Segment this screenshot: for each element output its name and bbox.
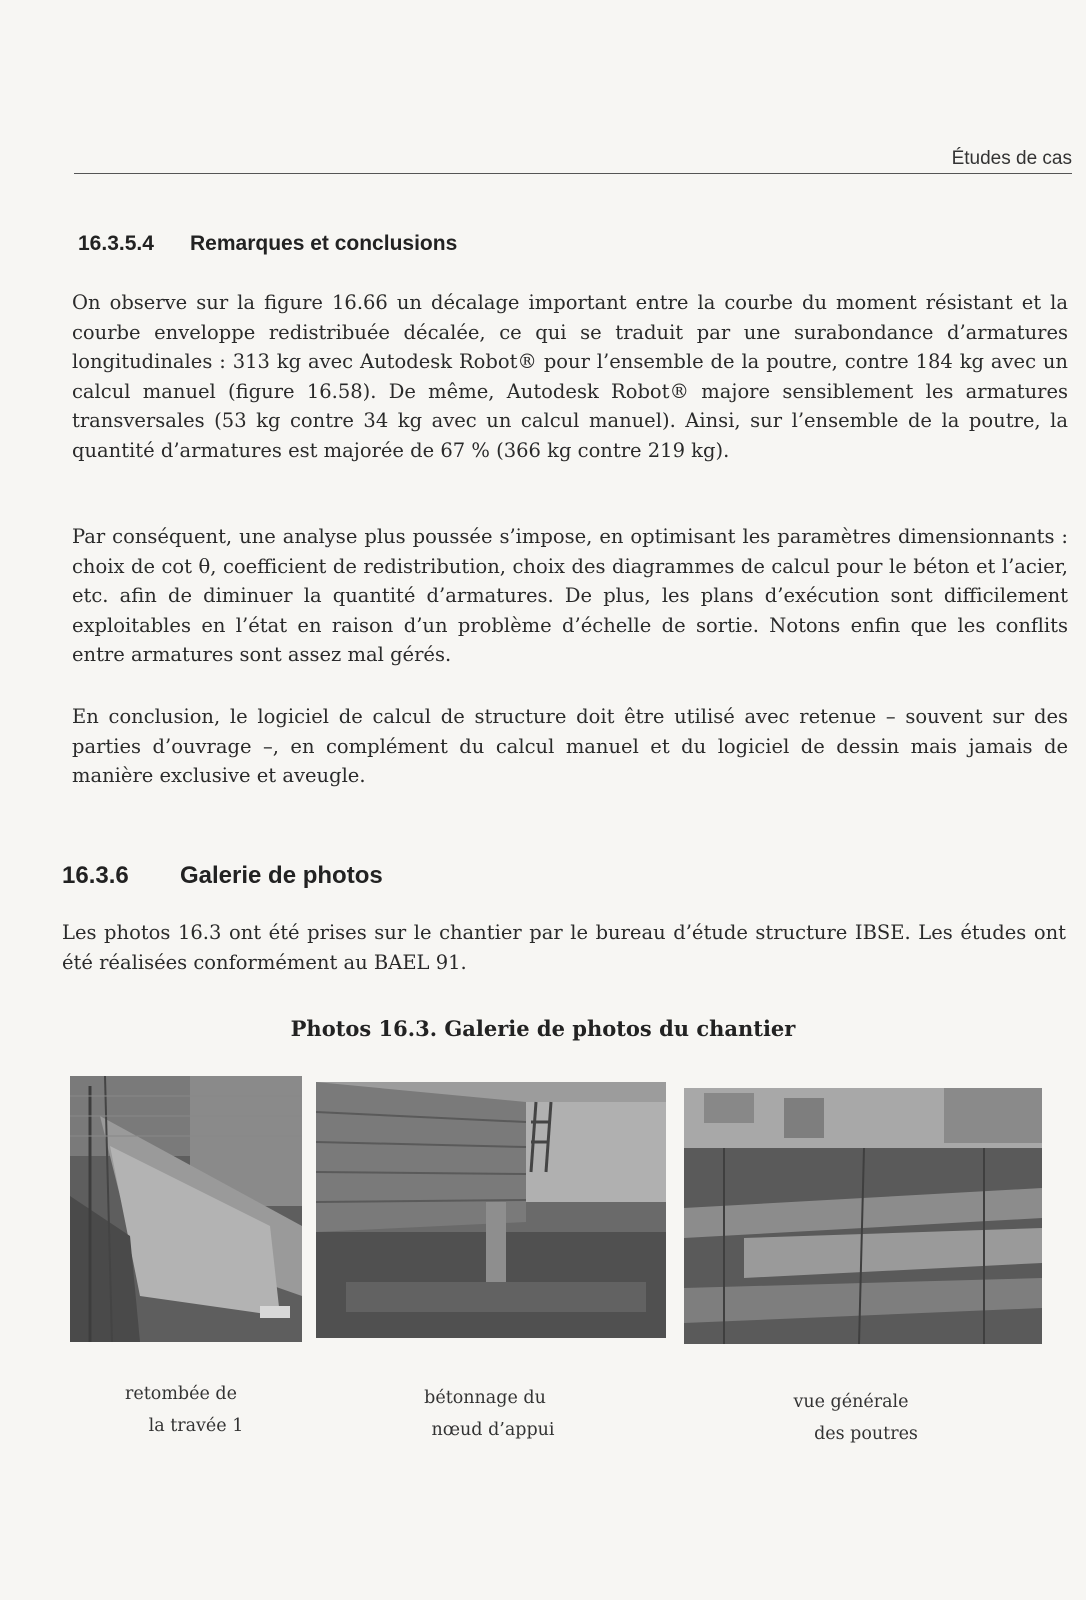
running-header [74,148,1072,174]
figure-title: Photos 16.3. Galerie de photos du chantier [290,1016,796,1041]
photo-beam-drop [70,1076,302,1342]
section-number: 16.3.6 [62,862,129,889]
section-number: 16.3.5.4 [78,232,154,255]
section-heading-16-3-6 [62,862,383,890]
paragraph-conclusion: En conclusion, le logiciel de calcul de structure doit être utilisé avec retenue – souvent sur des parties d’ouvrage –, en complément du calcul manuel et du logiciel de dessin mais jamais de manière exclusive et aveugle. [72,705,1068,787]
caption-line: nœud d’appui [431,1420,555,1440]
paragraph-gallery-intro: Les photos 16.3 ont été prises sur le chantier par le bureau d’étude structure IBSE. Les études ont été réalisées conformément au BAEL 91. [62,921,1066,974]
photo-general-view [684,1088,1042,1344]
caption-line: vue générale [793,1392,909,1412]
photo-support-node [316,1082,666,1338]
section-title: Remarques et conclusions [190,232,458,255]
caption-line: bétonnage du [424,1388,546,1408]
photo-caption-3 [756,1386,946,1450]
running-header-title: Études de cas [951,148,1072,169]
photo-caption-1 [96,1378,266,1442]
caption-line: retombée de [125,1384,237,1404]
paragraph-observation: On observe sur la figure 16.66 un décalage important entre la courbe du moment résistant et la courbe enveloppe redistribuée décalée, ce qui se traduit par une surabondance d’armatures longitudinales : 313 kg avec Autodesk Robot® pour l’ensemble de la poutre, contre 184 kg avec un calcul manuel (figure 16.58). De même, Autodesk Robot® majore sensiblement les armatures transversales (53 kg contre 34 kg avec un calcul manuel). Ainsi, sur l’ensemble de la poutre, la quantité d’armatures est majorée de 67 % (366 kg contre 219 kg). [72,291,1068,462]
caption-line: des poutres [814,1424,918,1444]
photo-caption-2 [390,1382,580,1446]
paragraph-consequence: Par conséquent, une analyse plus poussée s’impose, en optimisant les paramètres dimensionnants : choix de cot θ, coefficient de redistribution, choix des diagrammes de calcul pour le béton et l’acier, etc. afin de diminuer la quantité d’armatures. De plus, les plans d’exécution sont difficilement exploitables en l’état en raison d’un problème d’échelle de sortie. Notons enfin que les conflits entre armatures sont assez mal gérés. [72,525,1068,666]
section-title: Galerie de photos [180,862,383,889]
caption-line: la travée 1 [148,1416,244,1436]
section-heading-16-3-5-4 [78,232,457,256]
